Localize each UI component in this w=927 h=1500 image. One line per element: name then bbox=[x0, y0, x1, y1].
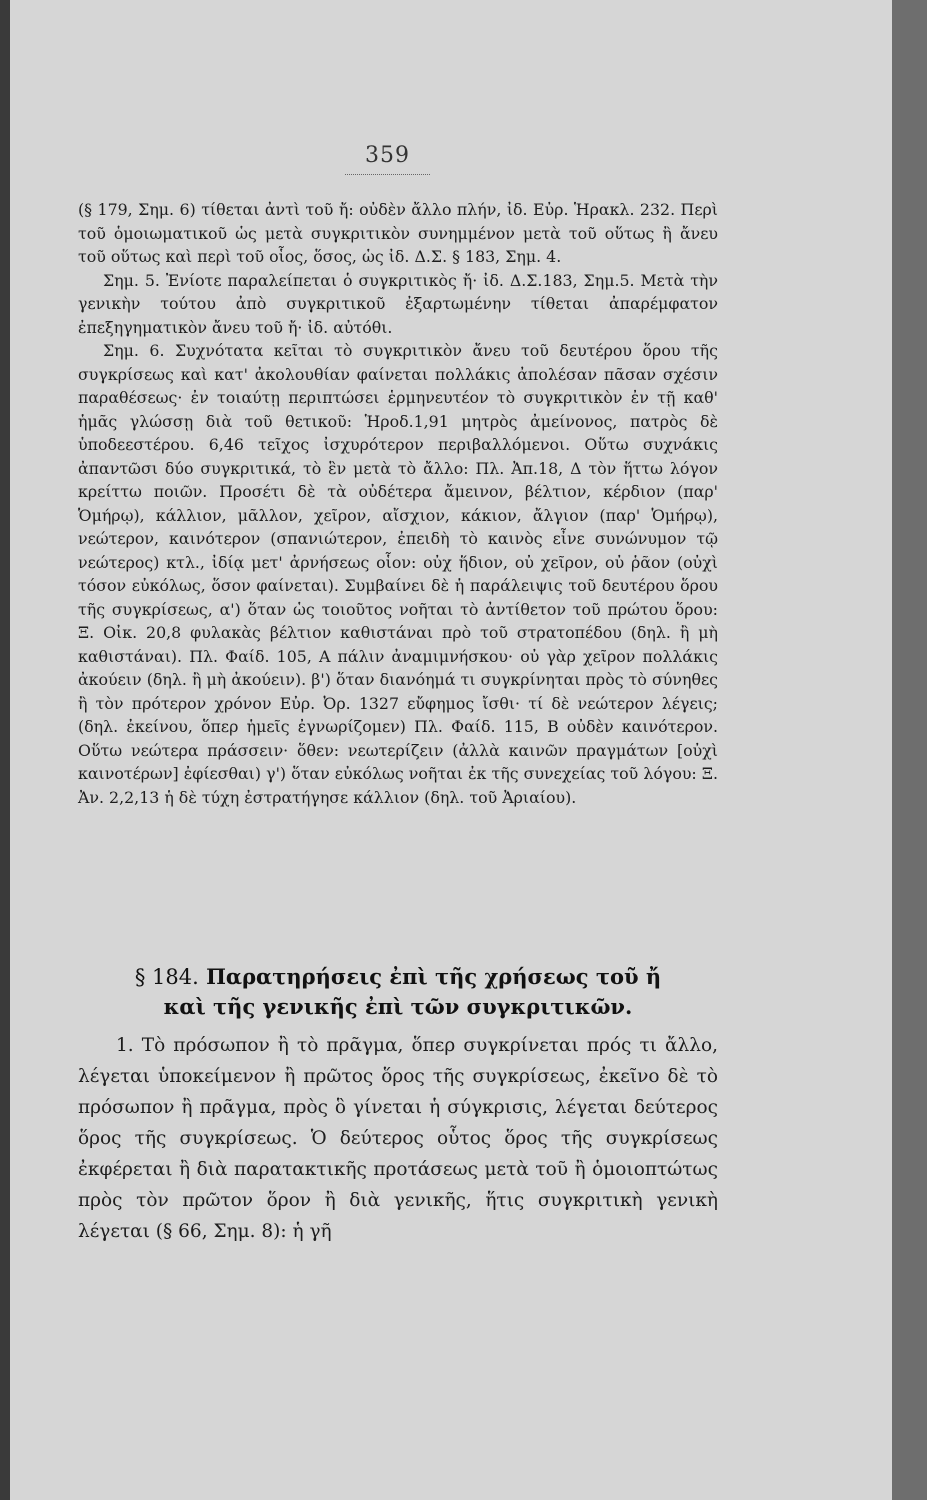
note-6: Σημ. 6. Συχνότατα κεῖται τὸ συγκριτικὸν ἄνευ τοῦ δευτέρου ὅρου τῆς συγκρίσεως καὶ κατ' ἀκολουθίαν φαίνεται πολλάκις ἀπολέσαν πᾶσαν σχέσιν παραθέσεως· ἐν τοιαύτῃ περιπτώσει ἑρμηνευτέον τὸ συγκριτικὸν ἐν τῇ καθ' ἡμᾶς γλώσσῃ διὰ τοῦ θετικοῦ: Ἡροδ.1,91 μητρὸς ἀμείνονος, πατρὸς δὲ ὑποδεεστέρου. 6,46 τεῖχος ἰσχυρότερον περιβαλλόμενοι. Οὕτω συχνάκις ἀπαντῶσι δύο συγκριτικά, τὸ ἓν μετὰ τὸ ἄλλο: Πλ. Ἀπ.18, Δ τὸν ἥττω λόγον κρείττω ποιῶν. Προσέτι δὲ τὰ οὐδέτερα ἄμεινον, βέλτιον, κέρδιον (παρ' Ὁμήρῳ), κάλλιον, μᾶλλον, χεῖρον, αἴσχιον, κάκιον, ἄλγιον (παρ' Ὁμήρῳ), νεώτερον, καινότερον (σπανιώτερον, ἐπειδὴ τὸ καινὸς εἶνε συνώνυμον τῷ νεώτερος) κτλ., ἰδίᾳ μετ' ἀρνήσεως οἷον: οὐχ ἥδιον, οὐ χεῖρον, οὐ ῥᾶον (οὐχὶ τόσον εὐκόλως, ὅσον φαίνεται). Συμβαίνει δὲ ἡ παράλειψις τοῦ δευτέρου ὅρου τῆς συγκρίσεως, α') ὅταν ὡς τοιοῦτος νοῆται τὸ ἀντίθετον τοῦ πρώτου ὅρου: Ξ. Οἰκ. 20,8 φυλακὰς βέλτιον καθιστάναι πρὸ τοῦ στρατοπέδου (δηλ. ἢ μὴ καθιστάναι). Πλ. Φαίδ. 105, Α πάλιν ἀναμιμνήσκου· οὐ γὰρ χεῖρον πολλάκις ἀκούειν (δηλ. ἢ μὴ ἀκούειν). β') ὅταν διανόημά τι συγκρίνηται πρὸς τὸ σύνηθες ἢ τὸν πρότερον χρόνον Εὐρ. Ὀρ. 1327 εὔφημος ἴσθι· τί δὲ νεώτερον λέγεις; (δηλ. ἐκείνου, ὅπερ ἡμεῖς ἐγνωρίζομεν) Πλ. Φαίδ. 115, Β οὐδὲν καινότερον. Οὕτω νεώτερα πράσσειν· ὅθεν: νεωτερίζειν (ἀλλὰ καινῶν πραγμάτων [οὐχὶ καινοτέρων] ἐφίεσθαι) γ') ὅταν εὐκόλως νοῆται ἐκ τῆς συνεχείας τοῦ λόγου: Ξ. Ἀν. 2,2,13 ἡ δὲ τύχη ἐστρατήγησε κάλλιον (δηλ. τοῦ Ἀριαίου). bbox=[78, 341, 718, 807]
book-binding-shadow bbox=[0, 0, 10, 1500]
note-5: Σημ. 5. Ἐνίοτε παραλείπεται ὁ συγκριτικὸς ἤ· ἰδ. Δ.Σ.183, Σημ.5. Μετὰ τὴν γενικὴν τούτου ἀπὸ συγκριτικοῦ ἐξαρτωμένην τίθεται ἀπαρέμφατον ἐπεξηγηματικὸν ἄνευ τοῦ ἤ· ἰδ. αὐτόθι. bbox=[78, 270, 718, 337]
note-continuation: (§ 179, Σημ. 6) τίθεται ἀντὶ τοῦ ἤ: οὐδὲν ἄλλο πλήν, ἰδ. Εὐρ. Ἡρακλ. 232. Περὶ τοῦ ὁμοιωματικοῦ ὡς μετὰ συγκριτικὸν συνημμένον μετὰ τοῦ οὕτως ἢ ἄνευ τοῦ οὕτως καὶ περὶ τοῦ οἷος, ὅσος, ὡς ἰδ. Δ.Σ. § 183, Σημ. 4. bbox=[78, 200, 718, 266]
section-title-line-1: Παρατηρήσεις ἐπὶ τῆς χρήσεως τοῦ ἤ bbox=[206, 964, 662, 989]
page-number: 359 bbox=[365, 143, 410, 168]
page-outer-edge bbox=[892, 0, 927, 1500]
body-paragraph-1: 1. Τὸ πρόσωπον ἢ τὸ πρᾶγμα, ὅπερ συγκρίνεται πρός τι ἄλλο, λέγεται ὑποκείμενον ἢ πρῶτος ὅρος τῆς συγκρίσεως, ἐκεῖνο δὲ τὸ πρόσωπον ἢ πρᾶγμα, πρὸς ὃ γίνεται ἡ σύγκρισις, λέγεται δεύτερος ὅρος τῆς συγκρίσεως. Ὁ δεύτερος οὗτος ὅρος τῆς συγκρίσεως ἐκφέρεται ἢ διὰ παρατακτικῆς προτάσεως μετὰ τοῦ ἢ ὁμοιοπτώτως πρὸς τὸν πρῶτον ὅρον ἢ διὰ γενικῆς, ἥτις συγκριτικὴ γενικὴ λέγεται (§ 66, Σημ. 8): ἡ γῆ bbox=[78, 1035, 718, 1242]
page-number-divider bbox=[345, 174, 430, 175]
notes-block bbox=[78, 198, 718, 809]
section-heading bbox=[78, 962, 718, 1022]
body-text-block bbox=[78, 1030, 718, 1247]
section-number: § 184. bbox=[134, 965, 199, 989]
section-title-line-2: καὶ τῆς γενικῆς ἐπὶ τῶν συγκριτικῶν. bbox=[163, 994, 633, 1019]
section-heading-line-1 bbox=[78, 962, 718, 992]
